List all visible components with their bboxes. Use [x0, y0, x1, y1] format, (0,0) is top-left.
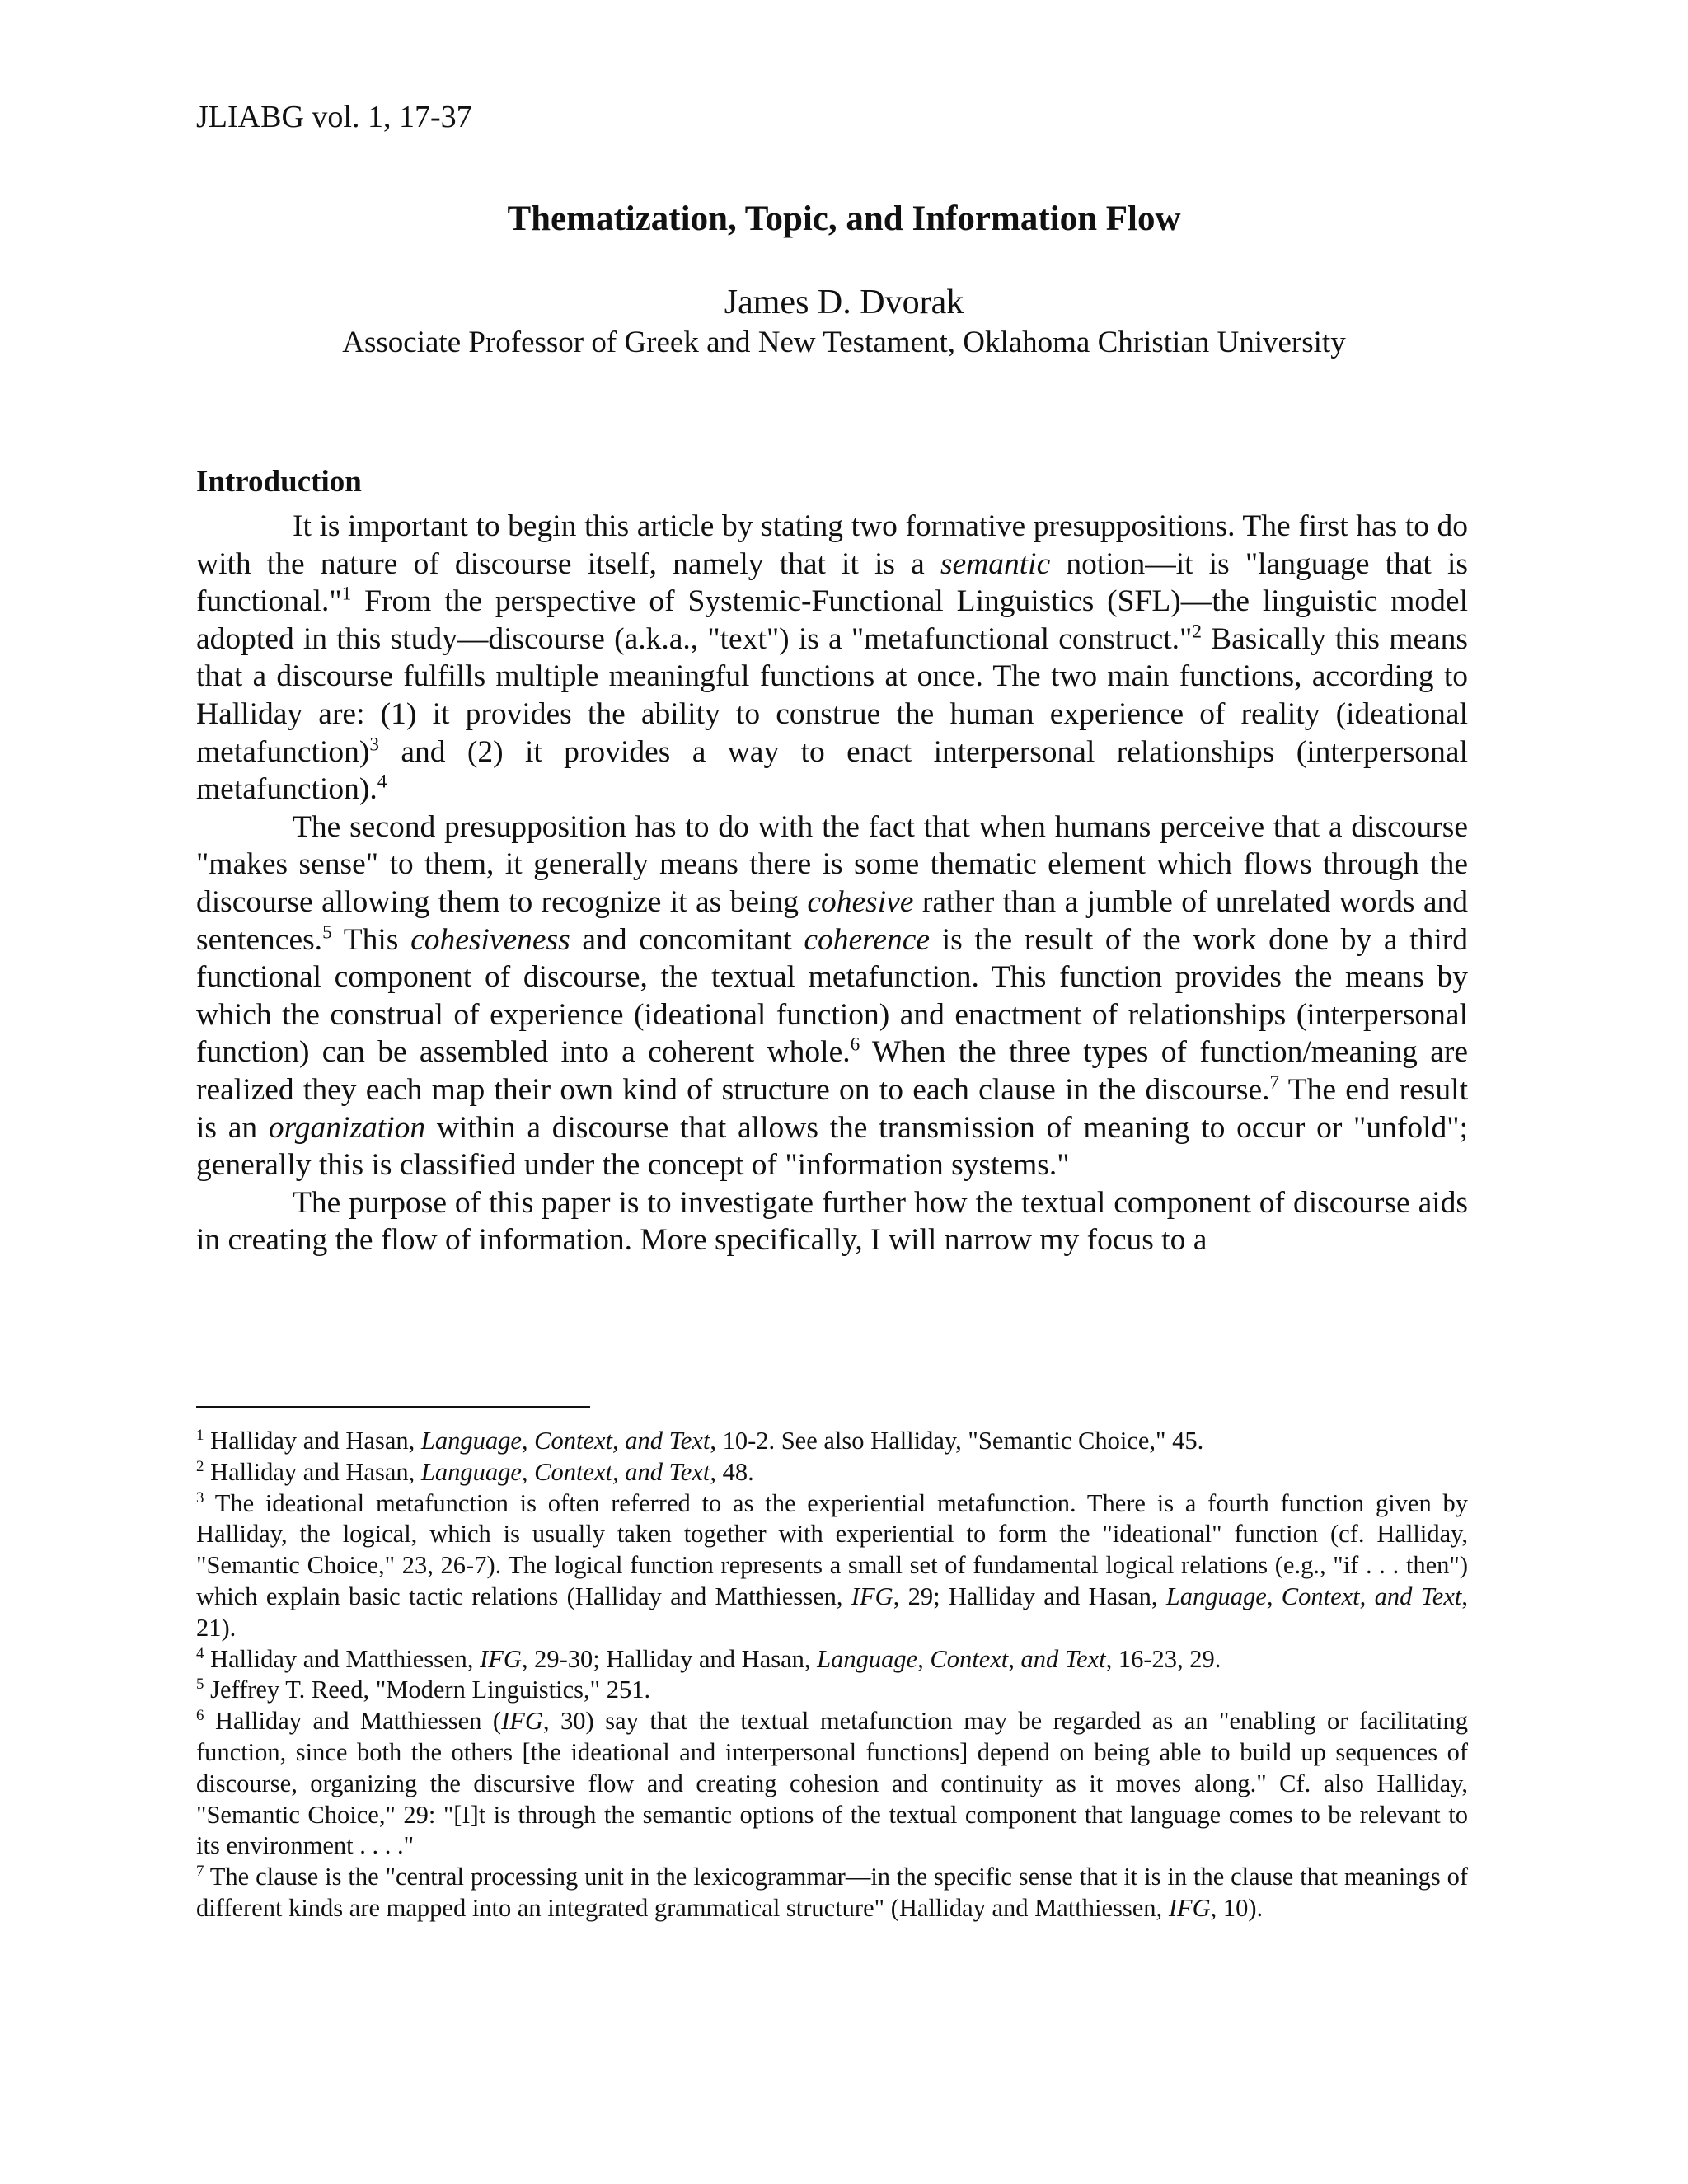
footnote-2	[196, 1457, 1468, 1488]
emphasis: Language, Context, and Text	[420, 1427, 710, 1455]
footnote-ref-3[interactable]: 3	[369, 733, 379, 756]
text-span: , 29-30; Halliday and Hasan,	[521, 1644, 818, 1673]
text-span: From the perspective of Systemic-Functional Linguistics (SFL)—the linguistic model adopted in this study—discourse (a.k.a., "text") is a "metafunctional construct."	[196, 584, 1468, 656]
text-span: Halliday and Matthiessen,	[204, 1644, 481, 1673]
footnote-ref-6[interactable]: 6	[850, 1033, 860, 1056]
paragraph-3	[196, 1184, 1468, 1259]
text-span: Halliday and Hasan,	[204, 1427, 421, 1455]
emphasis: semantic	[940, 546, 1051, 581]
emphasis: IFG	[501, 1707, 543, 1736]
text-span: , 10-2. See also Halliday, "Semantic Choice," 45.	[710, 1427, 1204, 1455]
text-span: and (2) it provides a way to enact interpersonal relationships (interpersonal metafunction).	[196, 734, 1468, 807]
text-span: The ideational metafunction is often referred to as the experiential metafunction. There is a fourth function given by Halliday, the logical, which is usually taken together with experiential to form the "ideational" function (cf. Halliday, "Semantic Choice," 23, 26-7). The logical function represents a small set of fundamental logical relations (e.g., "if . . . then") which explain basic tactic relations (Halliday and Matthiessen,	[196, 1488, 1468, 1610]
text-span: , 29; Halliday and Hasan,	[893, 1582, 1166, 1610]
footnote-number: 6	[196, 1707, 204, 1725]
footnote-4	[196, 1644, 1468, 1675]
text-span: rather than a jumble of unrelated words and sentences.	[196, 884, 1469, 957]
section-heading: Introduction	[196, 465, 362, 499]
footnote-5	[196, 1675, 1468, 1706]
text-span: This	[331, 922, 411, 957]
footnote-ref-1[interactable]: 1	[341, 583, 352, 605]
text-span: Basically this means that a discourse fulfills multiple meaningful functions at once. The two main functions, according to Halliday are: (1) it provides the ability to construe the human experience of reality (ideational metafunction)	[196, 621, 1468, 769]
footnote-6	[196, 1706, 1468, 1862]
text-span: within a discourse that allows the transmission of meaning to occur or "unfold"; generally this is classified under the concept of "information systems."	[196, 1110, 1468, 1183]
footnote-number: 3	[196, 1488, 204, 1507]
emphasis: organization	[268, 1110, 426, 1145]
text-span: It is important to begin this article by stating two formative presuppositions. The first has to do with the nature of discourse itself, namely that it is a	[196, 509, 1468, 581]
text-span: , 21).	[196, 1582, 1468, 1642]
text-span: The clause is the "central processing unit in the lexicogrammar—in the specific sense that it is in the clause that meanings of different kinds are mapped into an integrated grammatical structure" (Halliday and Matthiessen,	[196, 1863, 1468, 1922]
footnote-number: 7	[196, 1863, 204, 1880]
text-span: Halliday and Hasan,	[204, 1457, 421, 1486]
paragraph-2	[196, 808, 1468, 1184]
text-span: The purpose of this paper is to investigate further how the textual component of discourse aids in creating the flow of information. More specifically, I will narrow my focus to a	[196, 1185, 1468, 1258]
emphasis: Language, Context, and Text	[420, 1457, 710, 1486]
emphasis: IFG	[851, 1582, 893, 1610]
emphasis: IFG	[480, 1644, 522, 1673]
footnote-ref-5[interactable]: 5	[322, 921, 332, 944]
text-span: The end result is an	[196, 1072, 1468, 1145]
text-span: notion—it is "language that is functional."	[196, 546, 1468, 619]
footnote-number: 5	[196, 1675, 204, 1694]
text-span: , 48.	[710, 1457, 754, 1486]
emphasis: coherence	[804, 922, 930, 957]
emphasis: IFG	[1168, 1893, 1211, 1922]
emphasis: cohesive	[807, 884, 914, 919]
text-span: Jeffrey T. Reed, "Modern Linguistics," 251.	[204, 1675, 651, 1704]
footnote-number: 1	[196, 1426, 204, 1444]
author-affiliation: Associate Professor of Greek and New Testament, Oklahoma Christian University	[342, 326, 1346, 359]
text-span: Halliday and Matthiessen (	[204, 1707, 502, 1736]
footnote-number: 2	[196, 1457, 204, 1475]
footnote-separator	[196, 1406, 590, 1408]
text-span: , 10).	[1210, 1893, 1264, 1922]
text-span: , 16-23, 29.	[1105, 1644, 1221, 1673]
text-span: and concomitant	[570, 922, 804, 957]
text-span: , 30) say that the textual metafunction may be regarded as an "enabling or facilitating function, since both the others [the ideational and interpersonal functions] depend on being able to build up sequences of discourse, organizing the discursive flow and creating cohesion and continuity as it moves along." Cf. also Halliday, "Semantic Choice," 29: "[I]t is through the semantic options of the textual component that language comes to be relevant to its environment . . . ."	[196, 1707, 1468, 1860]
footnote-number: 4	[196, 1644, 204, 1662]
text-span: is the result of the work done by a third functional component of discourse, the textual metafunction. This function provides the means by which the construal of experience (ideational function) and enactment of relationships (interpersonal function) can be assembled into a coherent whole.	[196, 922, 1468, 1070]
article-title: Thematization, Topic, and Information Flow	[507, 199, 1181, 238]
body-text	[196, 508, 1468, 1259]
emphasis: cohesiveness	[410, 922, 570, 957]
author-name: James D. Dvorak	[724, 284, 964, 321]
footnote-ref-7[interactable]: 7	[1269, 1071, 1280, 1094]
emphasis: Language, Context, and Text	[1165, 1582, 1462, 1610]
text-span: The second presupposition has to do with the fact that when humans perceive that a discourse "makes sense" to them, it generally means there is some thematic element which flows through the discourse allowing them to recognize it as being	[196, 809, 1468, 919]
footnote-ref-2[interactable]: 2	[1192, 621, 1202, 643]
paragraph-1	[196, 508, 1468, 808]
footnote-ref-4[interactable]: 4	[377, 771, 387, 793]
footnote-3	[196, 1488, 1468, 1644]
footnotes	[196, 1426, 1468, 1924]
running-head: JLIABG vol. 1, 17-37	[196, 100, 472, 134]
footnote-1	[196, 1426, 1468, 1457]
footnote-7	[196, 1862, 1468, 1924]
emphasis: Language, Context, and Text	[817, 1644, 1106, 1673]
text-span: When the three types of function/meaning are realized they each map their own kind of structure on to each clause in the discourse.	[196, 1035, 1468, 1107]
